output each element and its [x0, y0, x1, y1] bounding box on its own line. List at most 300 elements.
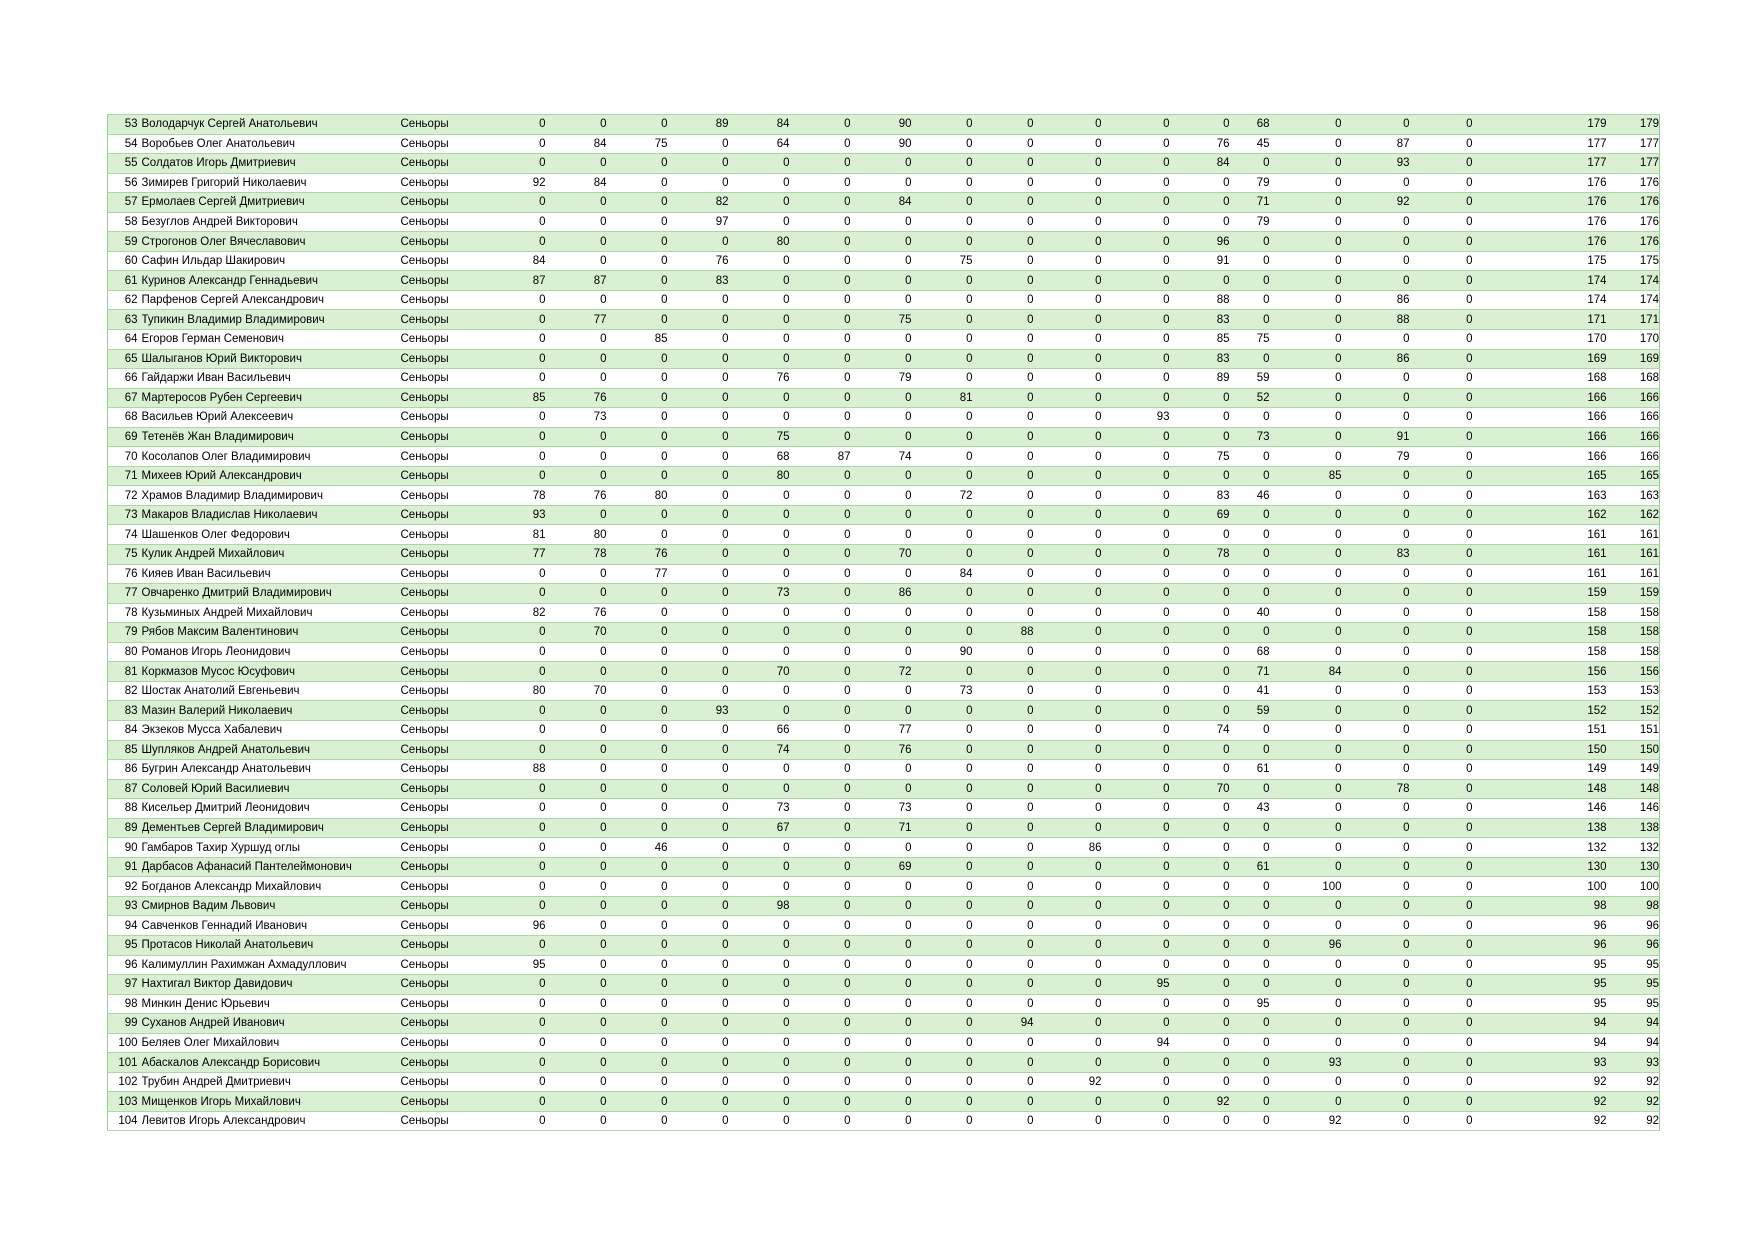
- score-cell: 0: [729, 1014, 790, 1034]
- score-cell: 0: [790, 740, 851, 760]
- score-cell: 0: [1342, 896, 1410, 916]
- score-cell: 0: [1410, 369, 1473, 389]
- score-cell: 0: [607, 740, 668, 760]
- score-cell: 0: [668, 779, 729, 799]
- score-cell: 0: [1342, 173, 1410, 193]
- score-cell: 0: [1034, 760, 1102, 780]
- score-cell: 0: [912, 935, 973, 955]
- score-cell: 0: [912, 740, 973, 760]
- final-cell: 176: [1607, 232, 1660, 252]
- score-cell: 0: [912, 1053, 973, 1073]
- name-cell: Тупикин Владимир Владимирович: [142, 310, 401, 330]
- score-cell: 0: [973, 740, 1034, 760]
- category-cell: Сеньоры: [401, 818, 478, 838]
- score-cell: 0: [478, 408, 546, 428]
- score-cell: 0: [729, 154, 790, 174]
- score-cell: 0: [1270, 290, 1342, 310]
- score-cell: 68: [729, 447, 790, 467]
- name-cell: Мищенков Игорь Михайлович: [142, 1092, 401, 1112]
- score-cell: 0: [729, 193, 790, 213]
- score-cell: 93: [1342, 154, 1410, 174]
- score-cell: 84: [478, 251, 546, 271]
- table-row: [108, 564, 1660, 584]
- score-cell: 0: [1410, 427, 1473, 447]
- score-cell: 0: [729, 408, 790, 428]
- score-cell: 0: [1230, 408, 1270, 428]
- score-cell: 0: [912, 212, 973, 232]
- rank-cell: 60: [108, 251, 142, 271]
- score-cell: 0: [668, 1033, 729, 1053]
- rank-cell: 90: [108, 838, 142, 858]
- score-cell: 79: [851, 369, 912, 389]
- score-cell: 0: [1230, 310, 1270, 330]
- score-cell: 0: [973, 760, 1034, 780]
- score-cell: 0: [729, 290, 790, 310]
- score-cell: 0: [1410, 994, 1473, 1014]
- name-cell: Сафин Ильдар Шакирович: [142, 251, 401, 271]
- score-cell: 0: [851, 173, 912, 193]
- rank-cell: 80: [108, 642, 142, 662]
- score-cell: 0: [478, 330, 546, 350]
- name-cell: Овчаренко Дмитрий Владимирович: [142, 584, 401, 604]
- score-cell: 0: [1102, 310, 1170, 330]
- score-cell: 0: [1270, 1092, 1342, 1112]
- score-cell: 68: [1230, 642, 1270, 662]
- rank-cell: 94: [108, 916, 142, 936]
- score-cell: 0: [478, 134, 546, 154]
- table-row: [108, 818, 1660, 838]
- score-cell: 89: [668, 115, 729, 135]
- score-cell: 0: [790, 916, 851, 936]
- score-cell: 0: [1102, 1014, 1170, 1034]
- score-cell: 0: [851, 212, 912, 232]
- total-cell: 176: [1473, 232, 1607, 252]
- score-cell: 0: [546, 369, 607, 389]
- score-cell: 93: [1102, 408, 1170, 428]
- score-cell: 0: [729, 857, 790, 877]
- name-cell: Храмов Владимир Владимирович: [142, 486, 401, 506]
- score-cell: 73: [912, 681, 973, 701]
- final-cell: 92: [1607, 1111, 1660, 1131]
- total-cell: 152: [1473, 701, 1607, 721]
- table-row: [108, 447, 1660, 467]
- score-cell: 0: [1410, 799, 1473, 819]
- score-cell: 0: [546, 642, 607, 662]
- total-cell: 166: [1473, 447, 1607, 467]
- name-cell: Калимуллин Рахимжан Ахмадуллович: [142, 955, 401, 975]
- score-cell: 77: [546, 310, 607, 330]
- score-cell: 0: [478, 642, 546, 662]
- score-cell: 0: [1342, 877, 1410, 897]
- score-cell: 0: [1170, 115, 1230, 135]
- score-cell: 0: [973, 818, 1034, 838]
- final-cell: 177: [1607, 154, 1660, 174]
- final-cell: 96: [1607, 935, 1660, 955]
- score-cell: 0: [1410, 173, 1473, 193]
- score-cell: 0: [790, 857, 851, 877]
- score-cell: 0: [973, 935, 1034, 955]
- score-cell: 0: [1342, 760, 1410, 780]
- table-row: [108, 896, 1660, 916]
- score-cell: 0: [912, 838, 973, 858]
- score-cell: 0: [790, 466, 851, 486]
- name-cell: Смирнов Вадим Львович: [142, 896, 401, 916]
- score-cell: 98: [729, 896, 790, 916]
- score-cell: 0: [973, 251, 1034, 271]
- name-cell: Дементьев Сергей Владимирович: [142, 818, 401, 838]
- score-cell: 0: [790, 603, 851, 623]
- final-cell: 170: [1607, 330, 1660, 350]
- category-cell: Сеньоры: [401, 232, 478, 252]
- score-cell: 0: [1170, 271, 1230, 291]
- score-cell: 0: [729, 486, 790, 506]
- score-cell: 70: [1170, 779, 1230, 799]
- category-cell: Сеньоры: [401, 154, 478, 174]
- final-cell: 166: [1607, 408, 1660, 428]
- score-cell: 0: [478, 466, 546, 486]
- score-cell: 0: [1102, 779, 1170, 799]
- score-cell: 0: [729, 349, 790, 369]
- score-cell: 84: [912, 564, 973, 584]
- score-cell: 0: [668, 310, 729, 330]
- total-cell: 159: [1473, 584, 1607, 604]
- score-cell: 84: [546, 173, 607, 193]
- score-cell: 0: [1410, 603, 1473, 623]
- table-row: [108, 115, 1660, 135]
- score-cell: 0: [1410, 701, 1473, 721]
- score-cell: 0: [1230, 1053, 1270, 1073]
- score-cell: 0: [1102, 818, 1170, 838]
- score-cell: 0: [912, 330, 973, 350]
- score-cell: 0: [973, 1092, 1034, 1112]
- score-cell: 0: [1102, 701, 1170, 721]
- score-cell: 0: [1270, 545, 1342, 565]
- score-cell: 0: [1230, 564, 1270, 584]
- score-cell: 0: [546, 564, 607, 584]
- table-row: [108, 681, 1660, 701]
- category-cell: Сеньоры: [401, 525, 478, 545]
- score-cell: 92: [478, 173, 546, 193]
- score-cell: 0: [912, 623, 973, 643]
- score-cell: 96: [1170, 232, 1230, 252]
- table-row: [108, 1053, 1660, 1073]
- score-cell: 0: [973, 349, 1034, 369]
- category-cell: Сеньоры: [401, 1053, 478, 1073]
- score-cell: 0: [912, 701, 973, 721]
- final-cell: 174: [1607, 290, 1660, 310]
- score-cell: 0: [1270, 447, 1342, 467]
- score-cell: 0: [912, 916, 973, 936]
- category-cell: Сеньоры: [401, 447, 478, 467]
- score-cell: 0: [668, 642, 729, 662]
- category-cell: Сеньоры: [401, 486, 478, 506]
- score-cell: 0: [546, 779, 607, 799]
- table-row: [108, 427, 1660, 447]
- name-cell: Шалыганов Юрий Викторович: [142, 349, 401, 369]
- score-cell: 0: [973, 955, 1034, 975]
- table-row: [108, 193, 1660, 213]
- score-cell: 84: [851, 193, 912, 213]
- rank-cell: 63: [108, 310, 142, 330]
- score-cell: 0: [851, 623, 912, 643]
- score-cell: 0: [607, 701, 668, 721]
- score-cell: 0: [1034, 818, 1102, 838]
- score-cell: 0: [668, 584, 729, 604]
- score-cell: 83: [1170, 310, 1230, 330]
- score-cell: 0: [1270, 427, 1342, 447]
- score-cell: 0: [1270, 779, 1342, 799]
- score-cell: 0: [1230, 916, 1270, 936]
- score-cell: 0: [912, 818, 973, 838]
- rank-cell: 64: [108, 330, 142, 350]
- score-cell: 0: [1102, 994, 1170, 1014]
- score-cell: 0: [1230, 584, 1270, 604]
- table-row: [108, 408, 1660, 428]
- score-cell: 0: [1342, 701, 1410, 721]
- score-cell: 0: [729, 701, 790, 721]
- score-cell: 0: [851, 505, 912, 525]
- score-cell: 0: [912, 427, 973, 447]
- score-cell: 0: [790, 720, 851, 740]
- score-cell: 0: [1342, 525, 1410, 545]
- score-cell: 61: [1230, 857, 1270, 877]
- score-cell: 0: [1102, 447, 1170, 467]
- score-cell: 0: [607, 857, 668, 877]
- score-cell: 0: [851, 955, 912, 975]
- score-cell: 0: [607, 994, 668, 1014]
- score-cell: 0: [1034, 310, 1102, 330]
- score-cell: 0: [1170, 857, 1230, 877]
- table-row: [108, 349, 1660, 369]
- score-cell: 0: [1034, 1053, 1102, 1073]
- score-cell: 0: [912, 994, 973, 1014]
- rank-cell: 92: [108, 877, 142, 897]
- score-cell: 0: [1230, 466, 1270, 486]
- score-cell: 0: [912, 134, 973, 154]
- table-row: [108, 584, 1660, 604]
- name-cell: Макаров Владислав Николаевич: [142, 505, 401, 525]
- score-cell: 0: [1034, 603, 1102, 623]
- score-cell: 0: [1270, 975, 1342, 995]
- score-cell: 0: [546, 1092, 607, 1112]
- score-cell: 0: [478, 896, 546, 916]
- score-cell: 0: [1034, 1111, 1102, 1131]
- score-cell: 0: [546, 994, 607, 1014]
- score-cell: 85: [1170, 330, 1230, 350]
- category-cell: Сеньоры: [401, 681, 478, 701]
- score-cell: 0: [1270, 154, 1342, 174]
- final-cell: 175: [1607, 251, 1660, 271]
- score-cell: 0: [1102, 584, 1170, 604]
- score-cell: 0: [1270, 564, 1342, 584]
- score-cell: 0: [1410, 896, 1473, 916]
- score-cell: 0: [790, 271, 851, 291]
- score-cell: 85: [478, 388, 546, 408]
- table-row: [108, 1014, 1660, 1034]
- score-cell: 0: [1230, 154, 1270, 174]
- score-cell: 0: [1230, 525, 1270, 545]
- score-cell: 0: [1102, 427, 1170, 447]
- rank-cell: 88: [108, 799, 142, 819]
- category-cell: Сеньоры: [401, 896, 478, 916]
- score-cell: 0: [790, 564, 851, 584]
- score-cell: 0: [1230, 779, 1270, 799]
- score-cell: 0: [851, 838, 912, 858]
- score-cell: 0: [1170, 466, 1230, 486]
- score-cell: 75: [729, 427, 790, 447]
- score-cell: 0: [851, 564, 912, 584]
- score-cell: 0: [1034, 525, 1102, 545]
- score-cell: 0: [546, 662, 607, 682]
- score-cell: 0: [1102, 1111, 1170, 1131]
- score-cell: 0: [1170, 662, 1230, 682]
- score-cell: 0: [1342, 271, 1410, 291]
- table-row: [108, 134, 1660, 154]
- score-cell: 0: [1410, 935, 1473, 955]
- score-cell: 0: [478, 975, 546, 995]
- name-cell: Володарчук Сергей Анатольевич: [142, 115, 401, 135]
- score-cell: 0: [912, 1111, 973, 1131]
- score-cell: 0: [790, 1111, 851, 1131]
- score-cell: 94: [973, 1014, 1034, 1034]
- score-cell: 0: [1270, 916, 1342, 936]
- score-cell: 84: [1270, 662, 1342, 682]
- rank-cell: 83: [108, 701, 142, 721]
- score-cell: 0: [478, 740, 546, 760]
- final-cell: 158: [1607, 603, 1660, 623]
- score-cell: 0: [729, 1111, 790, 1131]
- score-cell: 0: [1410, 330, 1473, 350]
- score-cell: 0: [790, 388, 851, 408]
- score-cell: 0: [1102, 154, 1170, 174]
- score-cell: 0: [1230, 232, 1270, 252]
- score-cell: 0: [1170, 955, 1230, 975]
- score-cell: 0: [1270, 349, 1342, 369]
- score-cell: 0: [729, 916, 790, 936]
- score-cell: 0: [912, 857, 973, 877]
- rank-cell: 85: [108, 740, 142, 760]
- score-cell: 0: [668, 681, 729, 701]
- total-cell: 158: [1473, 603, 1607, 623]
- score-cell: 0: [851, 1092, 912, 1112]
- score-cell: 0: [912, 193, 973, 213]
- table-row: [108, 623, 1660, 643]
- score-cell: 0: [546, 975, 607, 995]
- score-cell: 0: [668, 1053, 729, 1073]
- score-cell: 0: [1034, 799, 1102, 819]
- score-cell: 0: [1270, 584, 1342, 604]
- score-cell: 0: [790, 369, 851, 389]
- score-cell: 0: [668, 935, 729, 955]
- score-cell: 0: [1342, 564, 1410, 584]
- score-cell: 0: [1410, 193, 1473, 213]
- score-cell: 0: [1102, 1072, 1170, 1092]
- table-row: [108, 1033, 1660, 1053]
- score-cell: 0: [912, 290, 973, 310]
- score-cell: 0: [1410, 349, 1473, 369]
- score-cell: 0: [1342, 1092, 1410, 1112]
- score-cell: 0: [973, 662, 1034, 682]
- total-cell: 132: [1473, 838, 1607, 858]
- rank-cell: 99: [108, 1014, 142, 1034]
- score-cell: 79: [1230, 173, 1270, 193]
- score-cell: 0: [729, 877, 790, 897]
- score-cell: 0: [1102, 916, 1170, 936]
- table-row: [108, 505, 1660, 525]
- score-cell: 0: [478, 115, 546, 135]
- score-cell: 0: [729, 1053, 790, 1073]
- final-cell: 158: [1607, 623, 1660, 643]
- score-cell: 0: [1230, 877, 1270, 897]
- score-cell: 0: [1170, 701, 1230, 721]
- score-cell: 0: [973, 466, 1034, 486]
- rank-cell: 65: [108, 349, 142, 369]
- score-cell: 0: [668, 1014, 729, 1034]
- score-cell: 0: [973, 408, 1034, 428]
- score-cell: 0: [1170, 838, 1230, 858]
- score-cell: 0: [1102, 935, 1170, 955]
- score-cell: 0: [851, 1014, 912, 1034]
- score-cell: 0: [1270, 115, 1342, 135]
- score-cell: 0: [973, 603, 1034, 623]
- score-cell: 0: [1410, 525, 1473, 545]
- score-cell: 0: [1342, 642, 1410, 662]
- score-cell: 0: [1230, 1033, 1270, 1053]
- score-cell: 0: [790, 975, 851, 995]
- final-cell: 96: [1607, 916, 1660, 936]
- score-cell: 0: [729, 603, 790, 623]
- score-cell: 0: [1410, 857, 1473, 877]
- score-cell: 0: [973, 916, 1034, 936]
- table-row: [108, 1072, 1660, 1092]
- score-cell: 0: [790, 799, 851, 819]
- score-cell: 86: [851, 584, 912, 604]
- rank-cell: 102: [108, 1072, 142, 1092]
- score-cell: 90: [851, 115, 912, 135]
- score-cell: 74: [729, 740, 790, 760]
- score-cell: 0: [729, 271, 790, 291]
- score-cell: 79: [1342, 447, 1410, 467]
- score-cell: 72: [912, 486, 973, 506]
- score-cell: 88: [1170, 290, 1230, 310]
- score-cell: 61: [1230, 760, 1270, 780]
- score-cell: 0: [1410, 115, 1473, 135]
- table-row: [108, 975, 1660, 995]
- score-cell: 64: [729, 134, 790, 154]
- score-cell: 0: [973, 173, 1034, 193]
- score-cell: 0: [607, 1033, 668, 1053]
- final-cell: 130: [1607, 857, 1660, 877]
- score-cell: 0: [1102, 545, 1170, 565]
- table-row: [108, 603, 1660, 623]
- score-cell: 0: [1270, 857, 1342, 877]
- score-cell: 0: [668, 623, 729, 643]
- rank-cell: 89: [108, 818, 142, 838]
- score-cell: 100: [1270, 877, 1342, 897]
- name-cell: Трубин Андрей Дмитриевич: [142, 1072, 401, 1092]
- score-cell: 0: [912, 662, 973, 682]
- score-cell: 0: [1410, 720, 1473, 740]
- total-cell: 158: [1473, 642, 1607, 662]
- score-cell: 0: [973, 427, 1034, 447]
- score-cell: 0: [973, 584, 1034, 604]
- category-cell: Сеньоры: [401, 838, 478, 858]
- score-cell: 86: [1342, 290, 1410, 310]
- name-cell: Гайдаржи Иван Васильевич: [142, 369, 401, 389]
- total-cell: 177: [1473, 134, 1607, 154]
- final-cell: 152: [1607, 701, 1660, 721]
- score-cell: 70: [851, 545, 912, 565]
